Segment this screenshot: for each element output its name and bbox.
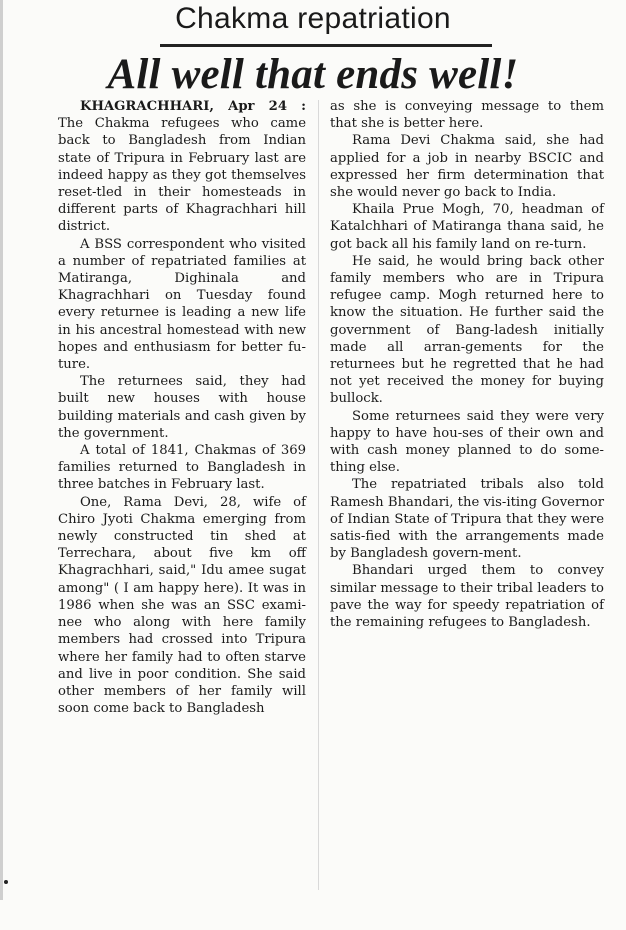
paragraph: He said, he would bring back other family members who are in Tripura refugee camp. Mogh returned here to know the situation. He further said the government of Bang-ladesh initially made all arran-gements for the returnees but he regretted that he had not yet received the money for buying bullock. <box>330 253 604 407</box>
dateline: KHAGRACHHARI, Apr 24 : <box>80 99 306 114</box>
paragraph: as she is conveying message to them that she is better here. <box>330 99 604 132</box>
kicker-rule <box>160 44 492 47</box>
paragraph: Khaila Prue Mogh, 70, headman of Katalchhari of Matiranga thana said, he got back all his family land on re-turn. <box>330 202 604 252</box>
paragraph: The returnees said, they had built new houses with house building materials and cash given by the government. <box>58 374 306 441</box>
paragraph: Some returnees said they were very happy to have hou-ses of their own and with cash money planned to do some-thing else. <box>330 408 604 476</box>
paragraph: The repatriated tribals also told Ramesh Bhandari, the vis-iting Governor of Indian State of Tripura that they were satis-fied with the arrangements made by Bangladesh govern-ment. <box>330 477 604 562</box>
headline: All well that ends well! <box>107 51 519 98</box>
clipping-edge <box>0 0 3 900</box>
paragraph: Rama Devi Chakma said, she had applied for a job in nearby BSCIC and expressed her firm determination that she would never go back to India. <box>330 133 604 201</box>
bullet-mark <box>4 880 8 884</box>
column-divider <box>318 100 319 890</box>
left-column <box>58 98 306 717</box>
paragraph: One, Rama Devi, 28, wife of Chiro Jyoti Chakma emerging from newly constructed tin shed at Terrechara, about five km off Khagrachhari, said," Idu amee sugat among" ( I am happy here). It was in 1986 when she was an SSC exami-nee who along with here family members had crossed into Tripura where her family had to often starve and live in poor condition. She said other members of her family will soon come back to Bangladesh <box>58 494 306 717</box>
paragraph-text: The Chakma refugees who came back to Bangladesh from Indian state of Tripura in February last are indeed happy as they got themselves reset-tled in their homesteads in different parts of Khagrachhari hill district. <box>58 116 306 235</box>
paragraph: A BSS correspondent who visited a number of repatriated families at Matiranga, Dighinala and Khagrachhari on Tuesday found every returnee is leading a new life in his ancestral homestead with new hopes and enthusiasm for better fu-ture. <box>58 236 306 373</box>
paragraph <box>58 98 306 236</box>
paragraph: A total of 1841, Chakmas of 369 families returned to Bangladesh in three batches in February last. <box>58 443 306 493</box>
section-kicker: Chakma repatriation <box>175 2 451 35</box>
right-column <box>330 98 604 631</box>
paragraph: Bhandari urged them to convey similar message to their tribal leaders to pave the way for speedy repatriation of the remaining refugees to Bangladesh. <box>330 563 604 631</box>
